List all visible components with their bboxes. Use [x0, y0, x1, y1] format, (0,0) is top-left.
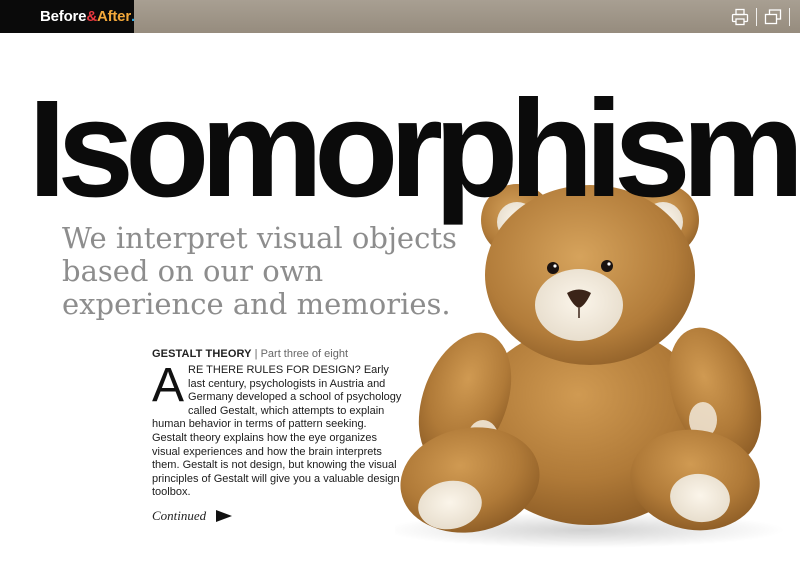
print-button[interactable]: [730, 7, 750, 27]
kicker-label: GESTALT THEORY: [152, 348, 252, 360]
brand-logo[interactable]: [0, 0, 134, 33]
toolbar-divider: [756, 8, 757, 26]
top-bar: [0, 0, 800, 33]
window-button[interactable]: [763, 7, 783, 27]
continued-link[interactable]: [152, 508, 232, 524]
toolbar: [730, 7, 790, 27]
subtitle: We interpret visual objects based on our own experience and memories.: [62, 221, 457, 321]
brand-dot: .: [130, 8, 135, 25]
kicker-separator: |: [254, 348, 258, 360]
brand-before: Before: [40, 8, 87, 25]
article-body: [152, 359, 402, 500]
brand-after: After: [96, 8, 131, 25]
page-title: Isomorphism: [28, 72, 796, 226]
drop-cap: A: [152, 359, 185, 412]
toolbar-divider: [789, 8, 790, 26]
article-body-text: RE THERE RULES FOR DESIGN? Early last century, psychologists in Austria and Germany developed a school of psychology called Gestalt, which attempts to explain human behavior in terms of pattern seeking. Gestalt theory explains how the eye organizes visual experiences and how the brain interprets them. Gestalt is not design, but knowing the visual principles of Gestalt will give you a valuable design toolbox.: [152, 364, 402, 499]
arrow-right-icon: [216, 510, 232, 522]
window-icon: [764, 8, 782, 26]
brand-amp: &: [86, 8, 97, 25]
continued-label: Continued: [152, 508, 207, 523]
kicker-part: Part three of eight: [260, 348, 349, 360]
print-icon: [731, 8, 749, 26]
